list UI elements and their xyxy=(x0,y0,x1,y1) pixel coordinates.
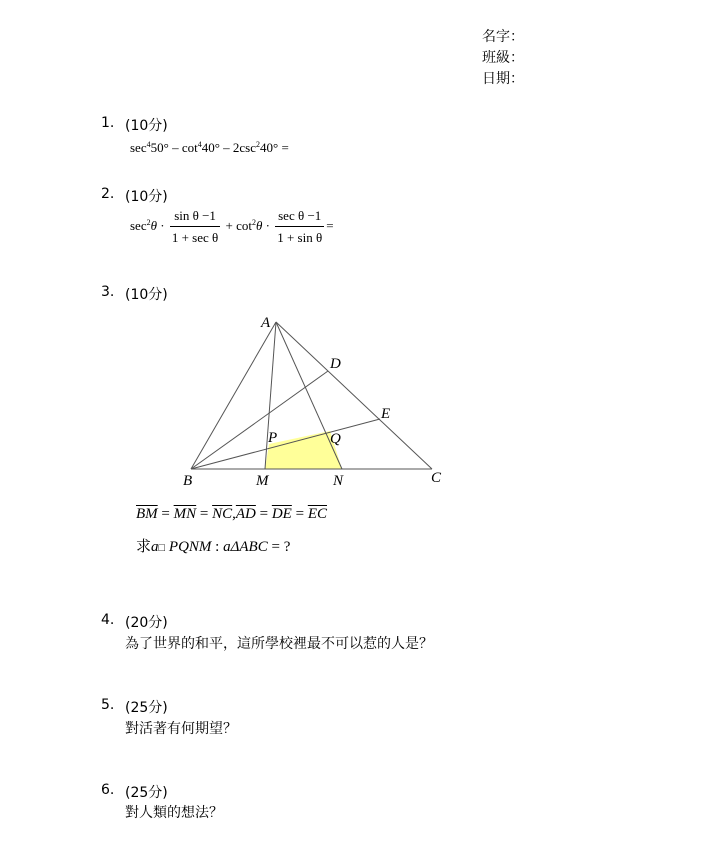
label-c: C xyxy=(431,470,442,486)
name-field-label: 名字： xyxy=(482,29,524,45)
question-4-number: 4. xyxy=(101,612,115,628)
question-1-number: 1. xyxy=(101,115,115,131)
question-6-text: 對人類的想法？ xyxy=(125,805,223,821)
question-6-points: (25分) xyxy=(125,785,168,801)
label-b: B xyxy=(183,473,193,489)
date-field-label: 日期： xyxy=(482,71,524,87)
question-6-number: 6. xyxy=(101,782,115,798)
question-4-text: 為了世界的和平，這所學校裡最不可以惹的人是？ xyxy=(125,636,433,652)
question-1-expression: $\sec^450^\circ - \cot^440^\circ - 2\csc^240^\circ$ = xyxy=(130,140,289,155)
label-a: A xyxy=(261,315,271,331)
question-2-expression: $\sec^2\theta$ · $\frac{\text{sin θ −1}}{\text{1 + sec θ}}$ + $\cot^2\theta$ · $\frac{\text{sec θ −1}}{\text{1 + sin θ}}$ = xyxy=(130,208,334,245)
label-d: D xyxy=(330,356,341,372)
question-4-points: (20分) xyxy=(125,615,168,631)
question-2-number: 2. xyxy=(101,186,115,202)
side-ab xyxy=(191,322,276,469)
question-2-points: (10分) xyxy=(125,189,168,205)
question-5-points: (25分) xyxy=(125,700,168,716)
question-3-number: 3. xyxy=(101,284,115,300)
class-field-label: 班級： xyxy=(482,50,524,66)
label-p: P xyxy=(268,430,278,446)
question-3-condition: $\overline{BM} = \overline{MN} = \overline{NC},\overline{AD} = \overline{DE} = \overline{EC}$ xyxy=(136,506,327,522)
question-3-ask: 求a□ PQNM : aΔABC = ? xyxy=(136,539,291,555)
label-n: N xyxy=(333,473,344,489)
question-5-number: 5. xyxy=(101,697,115,713)
question-5-text: 對活著有何期望？ xyxy=(125,721,237,737)
fraction-2: $\frac{\text{sec θ −1}}{\text{1 + sin θ}}$ xyxy=(277,208,323,245)
question-3-points: (10分) xyxy=(125,287,168,303)
fraction-1: $\frac{\text{sin θ −1}}{\text{1 + sec θ}}$ xyxy=(171,208,219,245)
label-e: E xyxy=(381,406,391,422)
question-1-points: (10分) xyxy=(125,118,168,134)
label-m: M xyxy=(256,473,269,489)
label-q: Q xyxy=(330,431,341,447)
